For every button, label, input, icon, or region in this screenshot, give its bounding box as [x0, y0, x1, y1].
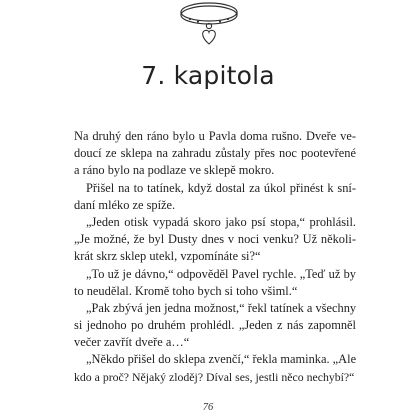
body-text: [74, 128, 356, 386]
text-line: to neudělal. Kromě toho bych si toho všiml.“: [74, 283, 298, 298]
text-line: doucí ze sklepa na zahradu zůstaly přes noc pootevřené: [74, 146, 356, 161]
text-line: Na druhý den ráno bylo u Pavla doma rušno. Dveře ve-: [74, 129, 356, 143]
text-line: „Někdo přišel do sklepa zvenčí,“ řekla maminka. „Ale: [86, 352, 357, 367]
text-line: večer zavřít dveře a…“: [74, 335, 190, 350]
text-line: „To už je dávno,“ odpověděl Pavel rychle. „Teď už by: [86, 266, 356, 281]
text-line: „Je možné, že byl Dusty dnes v noci venku? Už několi-: [74, 232, 356, 247]
text-line: krát skrz sklep utekl, vzpomínáte si?“: [74, 249, 261, 264]
chapter-title: 7. kapitola: [141, 61, 275, 90]
page-number: 76: [202, 402, 214, 413]
text-line: daní mléko ze spíže.: [74, 197, 176, 212]
text-line: si jednoho po druhém prohlédl. „Jeden z nás zapomněl: [74, 318, 356, 333]
text-line: kdo a proč? Nějaký zloděj? Díval ses, jestli něco nechybí?“: [74, 369, 355, 384]
collar-with-heart-tag-icon: [176, 0, 242, 50]
text-line: „Pak zbývá jen jedna možnost,“ řekl tatínek a všechny: [86, 300, 357, 315]
text-line: Přišel na to tatínek, když dostal za úkol přinést k sní-: [86, 180, 356, 195]
text-line: „Jeden otisk vypadá skoro jako psí stopa,“ prohlásil.: [86, 214, 356, 229]
text-line: a ráno bylo na podlaze ve sklepě mokro.: [74, 163, 275, 178]
